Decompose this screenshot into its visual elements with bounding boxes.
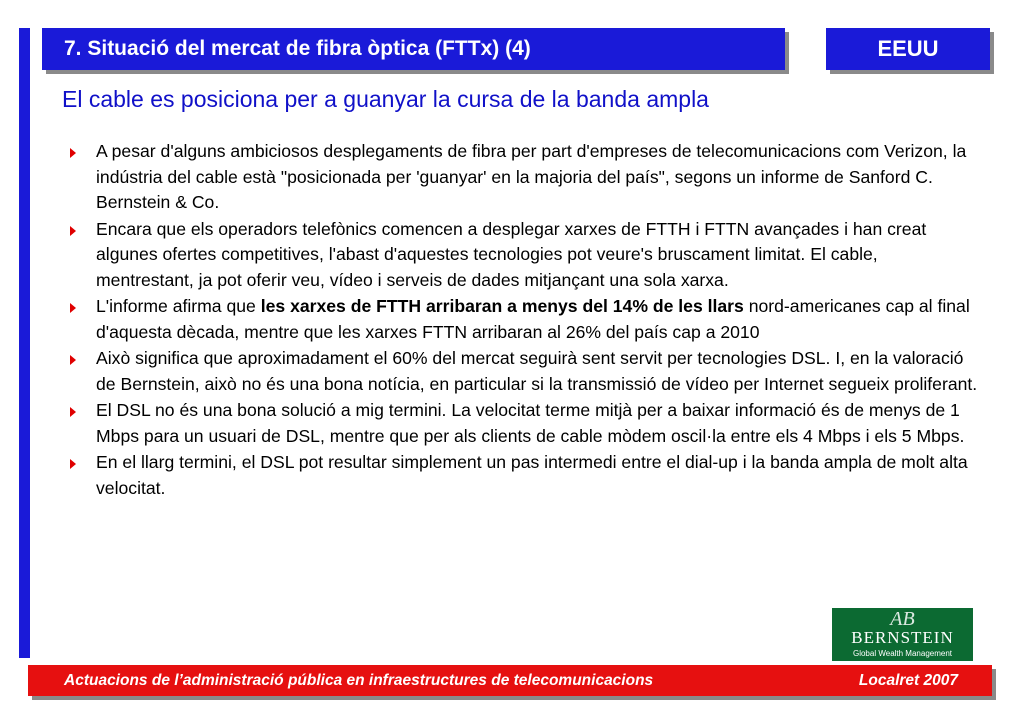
slide-title: 7. Situació del mercat de fibra òptica (FTTx) (4) [64, 37, 531, 60]
bullet-item [66, 346, 978, 397]
logo-monogram: AB [890, 608, 915, 630]
bullet-text: A pesar d'alguns ambiciosos desplegaments de fibra per part d'empreses de telecomunicacions com Verizon, la indústria del cable està "posicionada per 'guanyar' en la majoria del país", segons un informe de Sanford C. Bernstein & Co. [96, 141, 967, 212]
bullet-item [66, 217, 978, 294]
bullet-item [66, 294, 978, 345]
bullet-list [66, 139, 978, 502]
footer-banner [28, 665, 992, 696]
bullet-arrow-icon [70, 303, 76, 313]
slide-title-banner [42, 28, 785, 70]
logo-tagline: Global Wealth Management [852, 649, 953, 658]
bullet-item [66, 139, 978, 216]
bullet-arrow-icon [70, 459, 76, 469]
footer-right-text: Localret 2007 [858, 672, 958, 689]
logo-name: BERNSTEIN [851, 628, 954, 647]
bullet-text: Encara que els operadors telefònics comencen a desplegar xarxes de FTTH i FTTN avançades i han creat algunes ofertes competitives, l'abast d'aquestes tecnologies pot veure's bruscament limitat. El cable, mentrestant, ja pot oferir veu, vídeo i serveis de dades mitjançant una sola xarxa. [96, 218, 927, 290]
bullet-text: El DSL no és una bona solució a mig termini. La velocitat terme mitjà per a baixar informació és de menys de 1 Mbps para un usuari de DSL, mentre que per als clients de cable mòdem oscil·la entre els 4 Mbps i els 5 Mbps. [96, 400, 965, 446]
bullet-text-before: L'informe afirma que [96, 296, 261, 316]
bullet-arrow-icon [70, 407, 76, 417]
bernstein-logo [832, 608, 973, 661]
bullet-arrow-icon [70, 148, 76, 158]
bullet-arrow-icon [70, 226, 76, 236]
bullet-text: En el llarg termini, el DSL pot resultar simplement un pas intermedi entre el dial-up i la banda ampla de molt alta velocitat. [96, 452, 968, 498]
bullet-text-emphasis: les xarxes de FTTH arribaran a menys del 14% de les llars [260, 296, 744, 316]
region-badge: EEUU [826, 28, 990, 70]
bullet-item [66, 450, 978, 501]
footer-left-text: Actuacions de l’administració pública en infraestructures de telecomunicacions [64, 672, 654, 689]
slide-subtitle: El cable es posiciona per a guanyar la cursa de la banda ampla [62, 86, 709, 112]
bullet-arrow-icon [70, 355, 76, 365]
left-accent-bar [19, 28, 30, 658]
bullet-item [66, 398, 978, 449]
bullet-text: Això significa que aproximadament el 60% del mercat seguirà sent servit per tecnologies DSL. I, en la valoració de Bernstein, això no és una bona notícia, en particular si la transmissió de vídeo per Internet segueix proliferant. [96, 348, 978, 394]
bullet-text-after: nord-americanes cap al final d'aquesta dècada, mentre que les xarxes FTTN arribaran al 26% del país cap a 2010 [96, 296, 970, 342]
